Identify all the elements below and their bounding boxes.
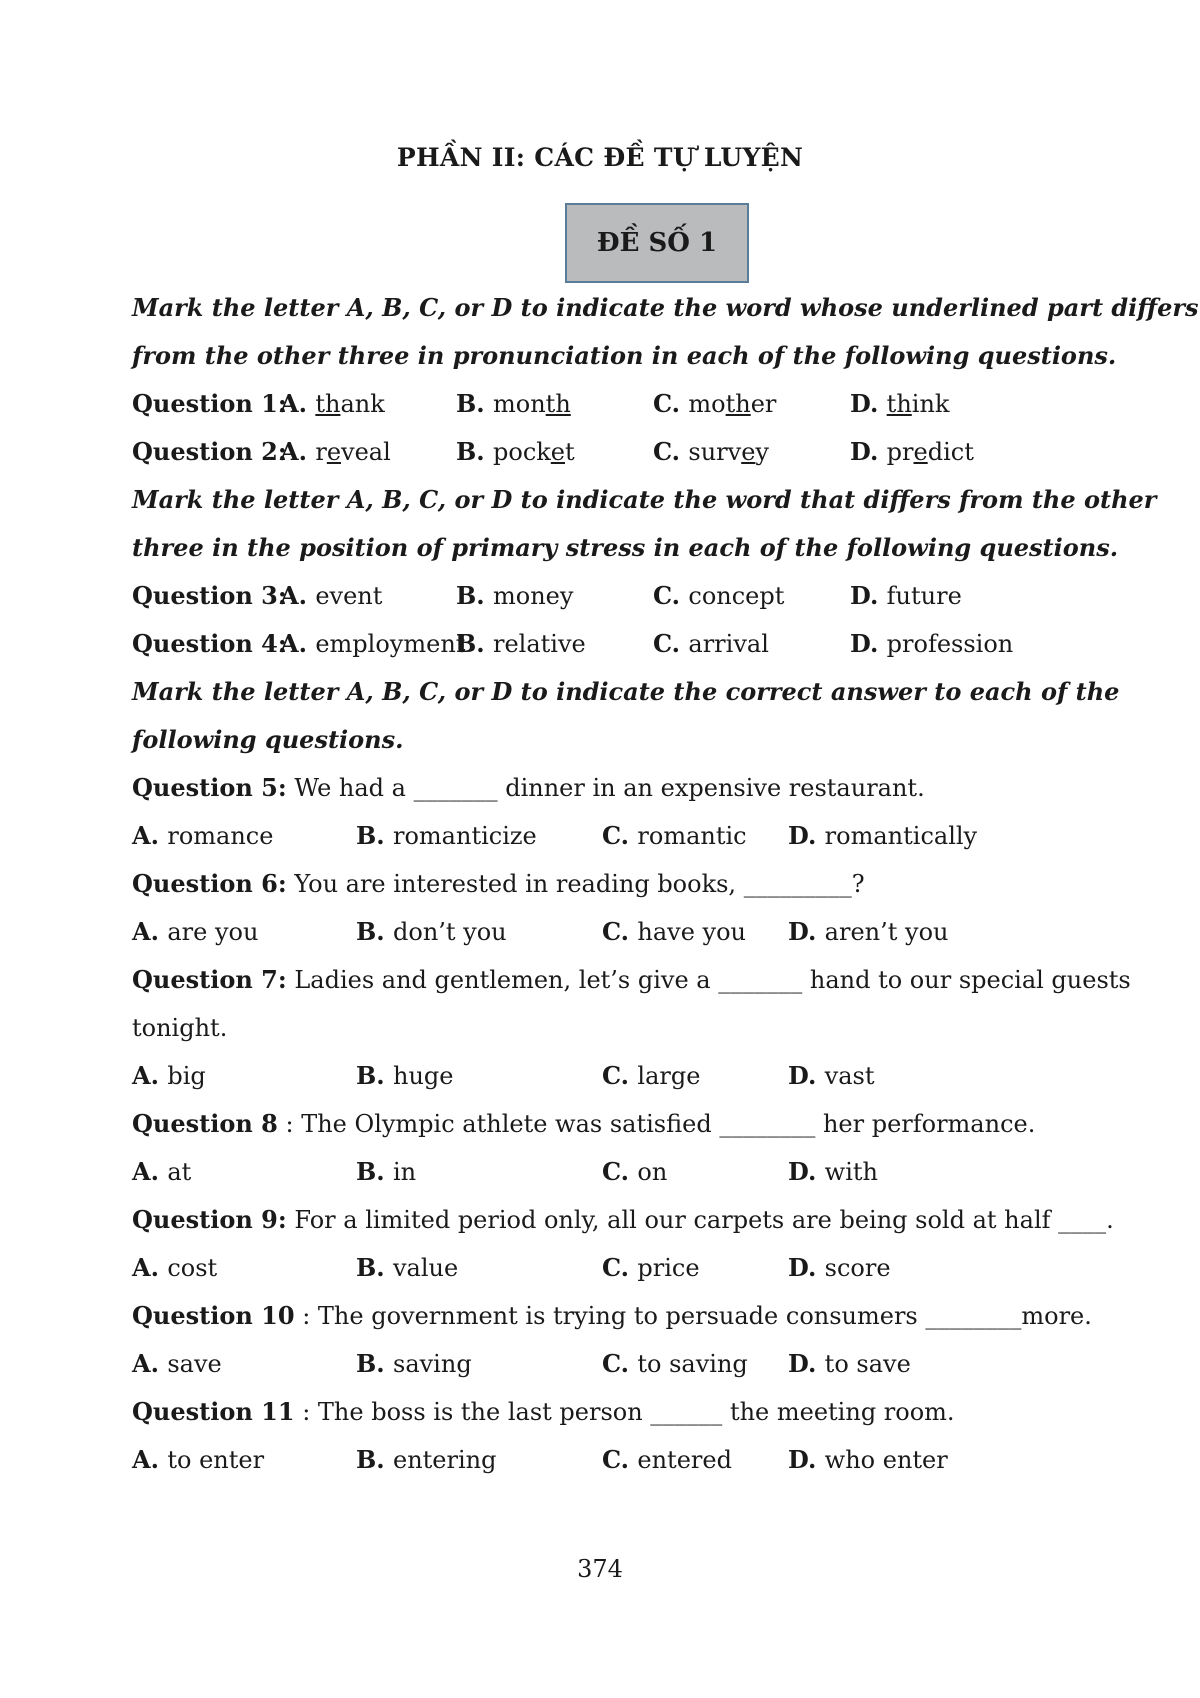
answer-options-row [132, 908, 1072, 956]
option-text: score [824, 1254, 891, 1282]
option-text: future [886, 582, 962, 610]
answer-option [653, 428, 769, 476]
question-text: We had a _______ dinner in an expensive restaurant. [294, 774, 925, 802]
question-text: : The boss is the last person ______ the meeting room. [302, 1398, 955, 1426]
question-text: : The Olympic athlete was satisfied ________ her performance. [285, 1110, 1036, 1138]
option-text: money [493, 582, 574, 610]
option-letter: A. [280, 437, 316, 466]
option-underlined-part: e [550, 438, 565, 466]
question-row [132, 572, 1072, 620]
option-letter: C. [602, 1061, 638, 1090]
section-instruction: Mark the letter A, B, C, or D to indicate the word that differs from the other [132, 485, 1157, 514]
option-letter: A. [280, 629, 316, 658]
option-letter: B. [356, 1061, 393, 1090]
option-letter: B. [456, 389, 493, 418]
question-text: You are interested in reading books, _________? [294, 870, 865, 898]
option-underlined-part: e [741, 438, 756, 466]
question-label: Question 5: [132, 773, 287, 802]
option-text: entered [637, 1446, 732, 1474]
option-text: dict [927, 438, 974, 466]
answer-options-row [132, 1340, 1072, 1388]
option-text: er [750, 390, 777, 418]
question-stem [132, 764, 1072, 812]
option-text: romantic [637, 822, 747, 850]
option-text: have you [637, 918, 747, 946]
option-underlined-part: th [886, 390, 912, 418]
answer-option [653, 620, 769, 668]
section-instruction: Mark the letter A, B, C, or D to indicate the word whose underlined part differs [132, 293, 1199, 322]
answer-option [850, 380, 949, 428]
option-letter: B. [356, 1445, 393, 1474]
question-stem [132, 1100, 1072, 1148]
question-label: Question 11 [132, 1397, 295, 1426]
option-letter: D. [850, 437, 887, 466]
option-text: concept [688, 582, 785, 610]
answer-option [132, 908, 258, 956]
answer-option [456, 572, 573, 620]
option-letter: D. [788, 1157, 825, 1186]
option-underlined-part: e [326, 438, 342, 466]
option-text: pock [493, 438, 551, 466]
option-text: arrival [688, 630, 769, 658]
option-underlined-part: e [913, 438, 928, 466]
option-letter: C. [602, 821, 638, 850]
answer-option [132, 1340, 222, 1388]
question-label: Question 3: [132, 581, 287, 610]
question-row [132, 428, 1072, 476]
option-text: mon [493, 390, 546, 418]
option-text: r [315, 438, 327, 466]
answer-option [456, 620, 586, 668]
option-letter: B. [356, 1349, 393, 1378]
option-underlined-part: th [725, 390, 751, 418]
option-text: at [167, 1158, 192, 1186]
question-stem [132, 1004, 1072, 1052]
option-letter: D. [788, 1061, 825, 1090]
option-letter: A. [280, 389, 316, 418]
answer-option [356, 1244, 458, 1292]
option-letter: C. [653, 389, 689, 418]
option-text: veal [341, 438, 391, 466]
answer-option [602, 812, 747, 860]
section-instruction: from the other three in pronunciation in each of the following questions. [132, 341, 1117, 370]
option-letter: A. [132, 1253, 168, 1282]
option-text: in [393, 1158, 417, 1186]
answer-option [850, 428, 974, 476]
answer-option [356, 908, 507, 956]
answer-option [788, 1244, 891, 1292]
option-text: ink [911, 390, 950, 418]
answer-option [132, 1436, 264, 1484]
option-text: on [637, 1158, 668, 1186]
option-text: save [167, 1350, 222, 1378]
question-label: Question 7: [132, 965, 287, 994]
answer-options-row [132, 1052, 1072, 1100]
option-letter: B. [356, 1253, 393, 1282]
answer-option [280, 572, 382, 620]
answer-option [653, 380, 776, 428]
answer-option [788, 1052, 875, 1100]
question-stem [132, 1388, 1072, 1436]
question-content [132, 284, 1199, 1484]
option-text: romantically [824, 822, 978, 850]
question-label: Question 9: [132, 1205, 287, 1234]
option-letter: D. [788, 1349, 825, 1378]
option-underlined-part: th [545, 390, 571, 418]
option-text: large [637, 1062, 701, 1090]
option-text: are you [167, 918, 259, 946]
option-letter: C. [602, 1349, 638, 1378]
option-text: saving [393, 1350, 472, 1378]
option-letter: D. [788, 1445, 825, 1474]
option-text: mo [688, 390, 726, 418]
question-row [132, 620, 1072, 668]
option-letter: B. [456, 437, 493, 466]
option-text: to save [824, 1350, 911, 1378]
answer-options-row [132, 1244, 1072, 1292]
answer-option [602, 1244, 700, 1292]
option-letter: B. [456, 581, 493, 610]
option-letter: C. [602, 1253, 638, 1282]
option-text: relative [493, 630, 586, 658]
question-label: Question 6: [132, 869, 287, 898]
answer-option [602, 1148, 667, 1196]
section-instruction: Mark the letter A, B, C, or D to indicate the correct answer to each of the [132, 677, 1120, 706]
question-stem [132, 956, 1131, 1004]
answer-option [788, 1340, 911, 1388]
answer-option [132, 812, 273, 860]
section-instruction: following questions. [132, 725, 404, 754]
option-letter: A. [132, 1349, 168, 1378]
option-text: profession [886, 630, 1014, 658]
exam-title-box [565, 203, 749, 283]
answer-option [132, 1052, 206, 1100]
option-text: price [637, 1254, 700, 1282]
question-label: Question 4: [132, 629, 287, 658]
option-text: who enter [824, 1446, 948, 1474]
option-letter: D. [788, 1253, 825, 1282]
option-letter: C. [602, 917, 638, 946]
option-underlined-part: th [315, 390, 341, 418]
exam-title: ĐỀ SỐ 1 [596, 228, 718, 258]
option-text: with [824, 1158, 878, 1186]
option-letter: B. [356, 917, 393, 946]
option-letter: C. [602, 1157, 638, 1186]
answer-option [456, 428, 575, 476]
option-text: don’t you [393, 918, 507, 946]
option-text: to saving [637, 1350, 748, 1378]
option-letter: D. [850, 581, 887, 610]
option-letter: B. [356, 821, 393, 850]
option-letter: A. [280, 581, 316, 610]
page-number: 374 [577, 1555, 623, 1583]
question-text: tonight. [132, 1014, 228, 1042]
question-text: Ladies and gentlemen, let’s give a _______ hand to our special guests [294, 966, 1131, 994]
option-text: big [167, 1062, 206, 1090]
answer-option [356, 812, 537, 860]
option-text: aren’t you [824, 918, 949, 946]
option-letter: B. [456, 629, 493, 658]
option-letter: D. [788, 917, 825, 946]
question-label: Question 8 [132, 1109, 278, 1138]
option-text: entering [393, 1446, 497, 1474]
answer-option [850, 620, 1013, 668]
question-stem [132, 1292, 1092, 1340]
option-letter: C. [653, 629, 689, 658]
option-letter: A. [132, 1445, 168, 1474]
answer-option [653, 572, 784, 620]
option-text: cost [167, 1254, 218, 1282]
question-text: For a limited period only, all our carpets are being sold at half ____. [294, 1206, 1114, 1234]
answer-options-row [132, 1436, 1072, 1484]
answer-option [132, 1148, 191, 1196]
answer-option [788, 1148, 878, 1196]
option-text: huge [393, 1062, 454, 1090]
section-instruction: three in the position of primary stress in each of the following questions. [132, 533, 1119, 562]
option-text: to enter [167, 1446, 265, 1474]
option-text: vast [824, 1062, 875, 1090]
answer-options-row [132, 812, 1072, 860]
answer-option [356, 1436, 496, 1484]
answer-option [280, 620, 465, 668]
option-letter: A. [132, 1157, 168, 1186]
answer-option [280, 380, 385, 428]
answer-option [850, 572, 962, 620]
option-letter: D. [788, 821, 825, 850]
option-text: t [565, 438, 575, 466]
answer-option [788, 812, 977, 860]
answer-option [356, 1052, 453, 1100]
option-letter: D. [850, 629, 887, 658]
answer-option [602, 1340, 748, 1388]
option-text: ank [340, 390, 385, 418]
answer-option [602, 1436, 732, 1484]
answer-option [280, 428, 391, 476]
option-letter: A. [132, 917, 168, 946]
question-row [132, 380, 1072, 428]
option-text: y [755, 438, 769, 466]
option-text: romanticize [393, 822, 537, 850]
option-letter: C. [653, 437, 689, 466]
question-stem [132, 860, 1072, 908]
option-letter: A. [132, 821, 168, 850]
option-letter: D. [850, 389, 887, 418]
answer-option [356, 1148, 416, 1196]
answer-option [602, 1052, 700, 1100]
option-letter: C. [602, 1445, 638, 1474]
answer-options-row [132, 1148, 1072, 1196]
option-letter: A. [132, 1061, 168, 1090]
answer-option [788, 908, 948, 956]
answer-option [602, 908, 746, 956]
part-title: PHẦN II: CÁC ĐỀ TỰ LUYỆN [396, 143, 804, 172]
option-text: value [393, 1254, 459, 1282]
option-text: pr [886, 438, 914, 466]
option-text: romance [167, 822, 274, 850]
option-letter: B. [356, 1157, 393, 1186]
question-label: Question 2: [132, 437, 287, 466]
question-label: Question 10 [132, 1301, 295, 1330]
answer-option [132, 1244, 217, 1292]
answer-option [788, 1436, 948, 1484]
option-text: event [315, 582, 383, 610]
option-text: employment [315, 630, 466, 658]
option-letter: C. [653, 581, 689, 610]
question-stem [132, 1196, 1114, 1244]
answer-option [356, 1340, 472, 1388]
answer-option [456, 380, 571, 428]
question-text: : The government is trying to persuade consumers ________more. [302, 1302, 1092, 1330]
question-label: Question 1: [132, 389, 287, 418]
option-text: surv [688, 438, 742, 466]
